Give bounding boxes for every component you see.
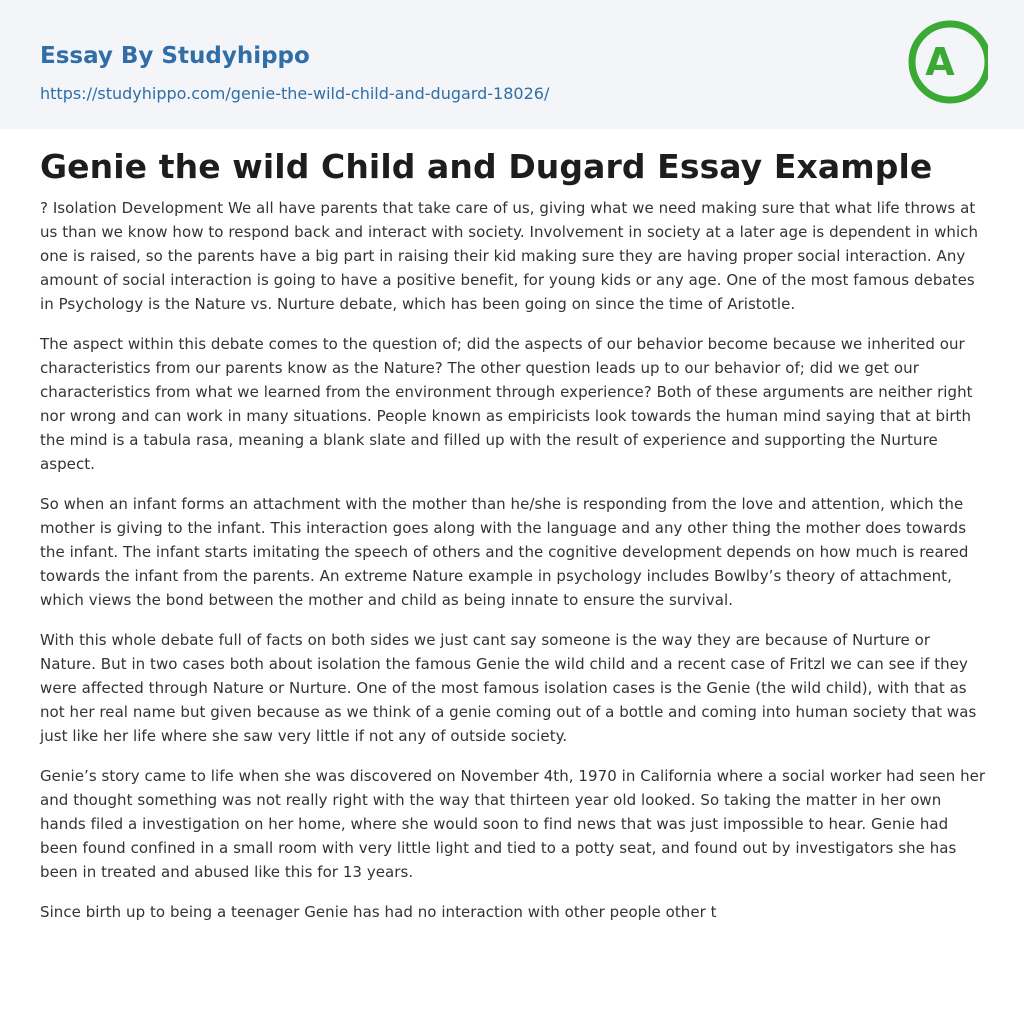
essay-url-link[interactable]: https://studyhippo.com/genie-the-wild-child-and-dugard-18026/ [40,84,550,103]
logo-letter: A [925,40,955,84]
paragraph-3: So when an infant forms an attachment with the mother than he/she is responding from the love and attention, which the mother is giving to the infant. This interaction goes along with the language and any other thing the mother does towards the infant. The infant starts imitating the speech of others and the cognitive development depends on how much is reared towards the infant from the parents. An extreme Nature example in psychology includes Bowlby’s theory of attachment, which views the bond between the mother and child as being innate to ensure the survival. [40,495,969,609]
paragraph-4: With this whole debate full of facts on both sides we just cant say someone is the way they are because of Nurture or Nature. But in two cases both about isolation the famous Genie the wild child and a recent case of Fritzl we can see if they were affected through Nature or Nurture. One of the most famous isolation cases is the Genie (the wild child), with that as not her real name but given because as we think of a genie coming out of a bottle and coming into human society that was just like her life where she saw very little if not any of outside society. [40,631,977,745]
paragraph-1: ? Isolation Development We all have parents that take care of us, giving what we need making sure that what life throws at us than we know how to respond back and interact with society. Involvement in society at a later age is dependent in which one is raised, so the parents have a big part in raising their kid making sure they are having proper social interaction. Any amount of social interaction is going to have a positive benefit, for young kids or any age. One of the most famous debates in Psychology is the Nature vs. Nurture debate, which has been going on since the time of Aristotle. [40,199,979,313]
studyhippo-logo-icon[interactable] [908,18,988,106]
site-brand[interactable]: Essay By Studyhippo [40,43,310,69]
site-header [0,0,1024,129]
article [40,142,986,940]
paragraph-6: Since birth up to being a teenager Genie has had no interaction with other people other t [40,903,717,921]
paragraph-2: The aspect within this debate comes to the question of; did the aspects of our behavior become because we inherited our characteristics from our parents know as the Nature? The other question leads up to our behavior of; did we get our characteristics from what we learned from the environment through experience? Both of these arguments are neither right nor wrong and can work in many situations. People known as empiricists look towards the human mind saying that at birth the mind is a tabula rasa, meaning a blank slate and filled up with the result of experience and supporting the Nurture aspect. [40,335,973,473]
paragraph-5: Genie’s story came to life when she was discovered on November 4th, 1970 in California where a social worker had seen her and thought something was not really right with the way that thirteen year old looked. So taking the matter in her own hands filed a investigation on her home, where she would soon to find news that was just impossible to hear. Genie had been found confined in a small room with very little light and tied to a potty seat, and found out by investigators she has been in treated and abused like this for 13 years. [40,767,986,881]
page-title: Genie the wild Child and Dugard Essay Example [40,147,933,186]
